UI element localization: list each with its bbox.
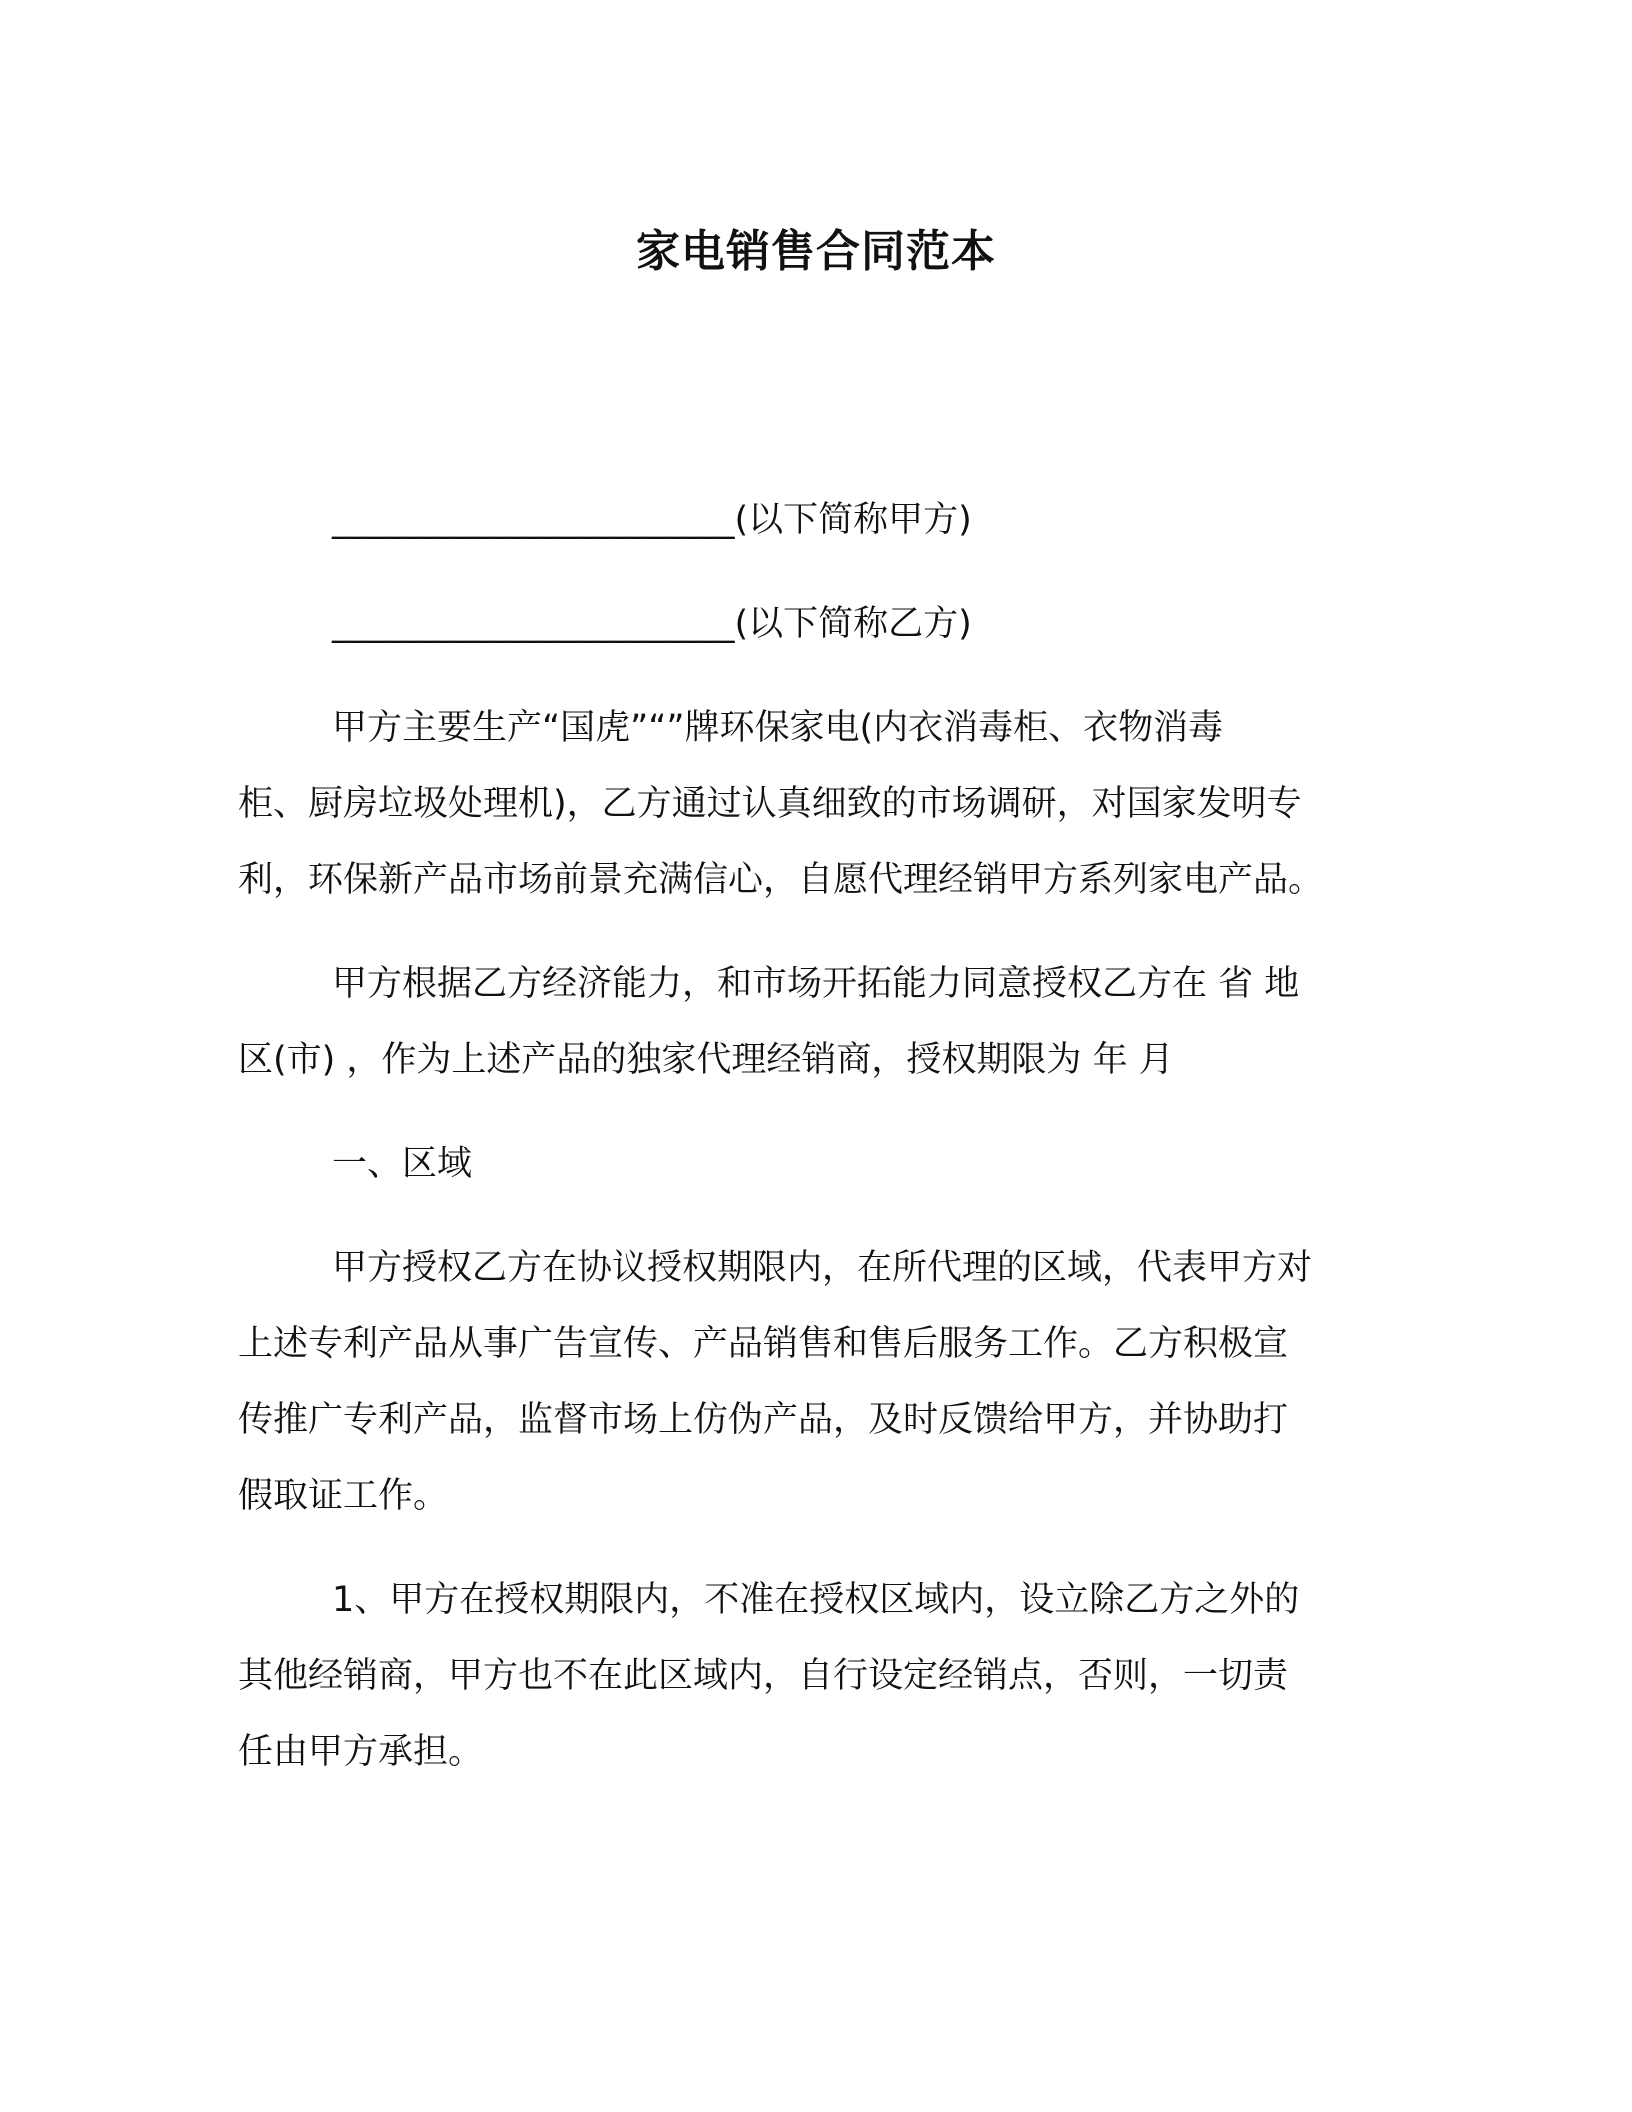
paragraph-line: 利，环保新产品市场前景充满信心，自愿代理经销甲方系列家电产品。 [238, 860, 1324, 900]
paragraph-line: 其他经销商，甲方也不在此区域内，自行设定经销点，否则，一切责 [238, 1656, 1289, 1696]
party-a-line: _______________________(以下简称甲方) [332, 500, 972, 540]
paragraph-line: 甲方授权乙方在协议授权期限内，在所代理的区域，代表甲方对 [332, 1248, 1313, 1288]
paragraph-line: 甲方根据乙方经济能力，和市场开拓能力同意授权乙方在 省 地 [332, 964, 1300, 1004]
paragraph-line: 任由甲方承担。 [238, 1732, 484, 1772]
paragraph-line: 柜、厨房垃圾处理机)，乙方通过认真细致的市场调研，对国家发明专 [238, 784, 1302, 824]
paragraph-line: 区(市) ，作为上述产品的独家代理经销商，授权期限为 年 月 [238, 1040, 1174, 1080]
paragraph-line: 上述专利产品从事广告宣传、产品销售和售后服务工作。乙方积极宣 [238, 1324, 1289, 1364]
section-heading: 一、区域 [332, 1144, 473, 1184]
document-title: 家电销售合同范本 [636, 226, 996, 277]
paragraph-line: 传推广专利产品，监督市场上仿伪产品，及时反馈给甲方，并协助打 [238, 1400, 1289, 1440]
paragraph-line: 甲方主要生产“国虎”“”牌环保家电(内衣消毒柜、衣物消毒 [332, 708, 1224, 748]
paragraph-line: 假取证工作。 [238, 1476, 449, 1516]
party-b-line: _______________________(以下简称乙方) [332, 604, 972, 644]
paragraph-line: 1、甲方在授权期限内，不准在授权区域内，设立除乙方之外的 [332, 1580, 1300, 1620]
